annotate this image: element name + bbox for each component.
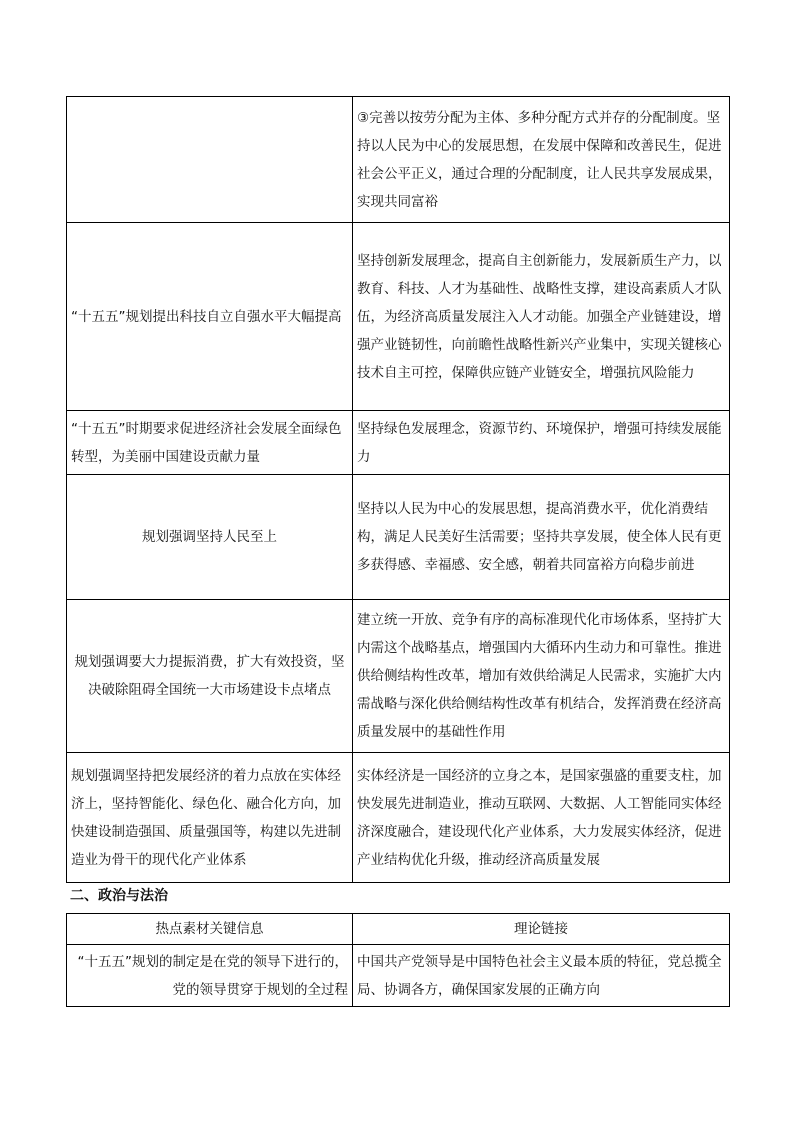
theory-cell: 实体经济是一国经济的立身之本，是国家强盛的重要支柱，加快发展先进制造业，推动互联网、大数据、人工智能同实体经济深度融合，建设现代化产业体系，大力发展实体经济，促进产业结构优化升级，推动经济高质量发展 xyxy=(353,753,730,883)
header-theory: 理论链接 xyxy=(353,914,730,945)
table-row xyxy=(67,223,730,411)
section-heading: 二、政治与法治 xyxy=(70,888,168,904)
table-row xyxy=(67,97,730,223)
theory-cell: 坚持绿色发展理念，资源节约、环境保护，增强可持续发展能力 xyxy=(353,411,730,475)
theory-cell: 中国共产党领导是中国特色社会主义最本质的特征，党总揽全局、协调各方，确保国家发展的正确方向 xyxy=(353,945,730,1007)
table-row xyxy=(67,600,730,753)
theory-cell: 坚持创新发展理念，提高自主创新能力，发展新质生产力，以教育、科技、人才为基础性、战略性支撑，建设高素质人才队伍，为经济高质量发展注入人才动能。加强全产业链建设，增强产业链韧性，向前瞻性战略性新兴产业集中，实现关键核心技术自主可控，保障供应链产业链安全，增强抗风险能力 xyxy=(353,223,730,411)
material-cell: 规划强调坚持把发展经济的着力点放在实体经济上，坚持智能化、绿色化、融合化方向，加快建设制造强国、质量强国等，构建以先进制造业为骨干的现代化产业体系 xyxy=(67,753,353,883)
material-cell: 规划强调要大力提振消费，扩大有效投资，坚决破除阻碍全国统一大市场建设卡点堵点 xyxy=(67,600,353,753)
table-row xyxy=(67,475,730,600)
material-cell: 规划强调坚持人民至上 xyxy=(67,475,353,600)
politics-table xyxy=(66,913,730,1007)
material-cell: “十五五”规划的制定是在党的领导下进行的，党的领导贯穿于规划的全过程 xyxy=(67,945,353,1007)
theory-cell: 坚持以人民为中心的发展思想，提高消费水平，优化消费结构，满足人民美好生活需要；坚持共享发展，使全体人民有更多获得感、幸福感、安全感，朝着共同富裕方向稳步前进 xyxy=(353,475,730,600)
theory-cell: 建立统一开放、竞争有序的高标准现代化市场体系，坚持扩大内需这个战略基点，增强国内大循环内生动力和可靠性。推进供给侧结构性改革，增加有效供给满足人民需求，实施扩大内需战略与深化供给侧结构性改革有机结合，发挥消费在经济高质量发展中的基础性作用 xyxy=(353,600,730,753)
economy-table xyxy=(66,96,730,883)
table-row xyxy=(67,753,730,883)
table-row xyxy=(67,945,730,1007)
table-header-row xyxy=(67,914,730,945)
material-cell xyxy=(67,97,353,223)
table-row xyxy=(67,411,730,475)
material-cell: “十五五”时期要求促进经济社会发展全面绿色转型，为美丽中国建设贡献力量 xyxy=(67,411,353,475)
material-cell: “十五五”规划提出科技自立自强水平大幅提高 xyxy=(67,223,353,411)
theory-cell: ③完善以按劳分配为主体、多种分配方式并存的分配制度。坚持以人民为中心的发展思想，在发展中保障和改善民生，促进社会公平正义，通过合理的分配制度，让人民共享发展成果，实现共同富裕 xyxy=(353,97,730,223)
header-material: 热点素材关键信息 xyxy=(67,914,353,945)
